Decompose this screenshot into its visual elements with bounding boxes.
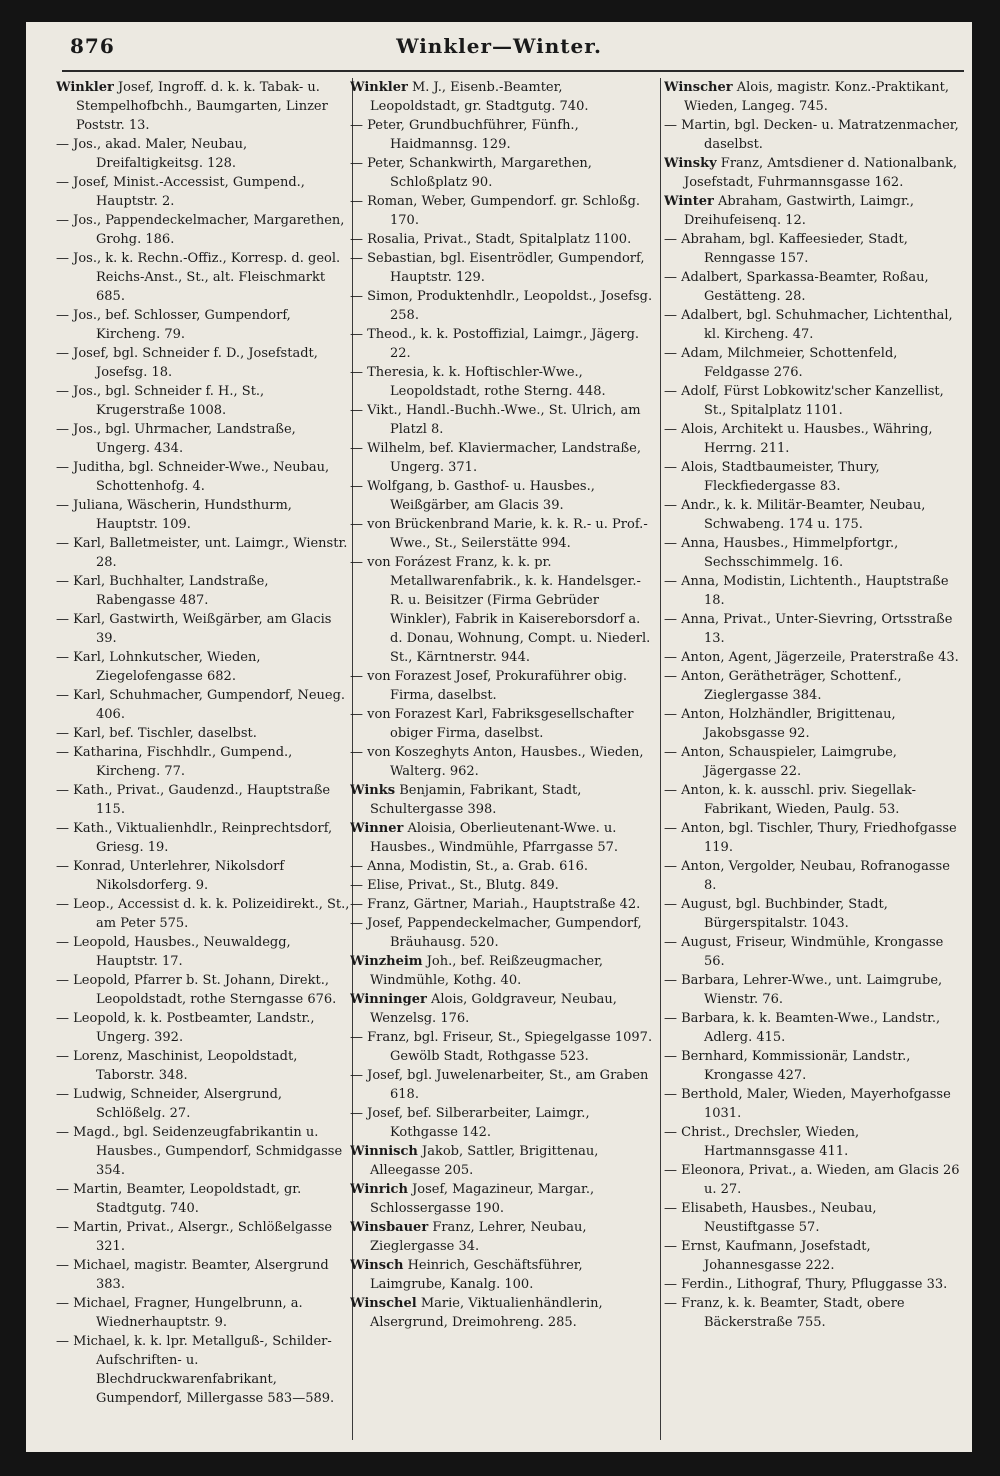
directory-entry [56,382,350,420]
entry-text: Marie, Viktualienhändlerin, Alsergrund, Dreimohreng. 285. [370,1296,603,1330]
directory-entry [664,895,964,933]
directory-entry [664,458,964,496]
entry-text: — Anna, Privat., Unter-Sievring, Ortsstraße 13. [664,612,953,646]
entry-text: — Alois, Architekt u. Hausbes., Währing, Herrng. 211. [664,422,933,456]
entry-text: — Jos., bgl. Schneider f. H., St., Krugerstraße 1008. [56,384,265,418]
entry-text: — Rosalia, Privat., Stadt, Spitalplatz 1100. [350,232,632,247]
directory-entry [664,420,964,458]
directory-entry [56,572,350,610]
entry-surname: Winks [350,783,396,798]
entry-text: — Wolfgang, b. Gasthof- u. Hausbes., Weißgärber, am Glacis 39. [350,479,595,513]
directory-entry [350,287,654,325]
directory-entry [350,325,654,363]
entry-text: — Anton, Schauspieler, Laimgrube, Jägergasse 22. [664,745,897,779]
entry-text: Alois, Goldgraveur, Neubau, Wenzelsg. 176. [370,992,617,1026]
entry-text: — Karl, Schuhmacher, Gumpendorf, Neueg. 406. [56,688,346,722]
column-3 [664,78,964,1440]
directory-entry [56,249,350,306]
directory-entry [56,743,350,781]
directory-entry [56,496,350,534]
entry-text: Benjamin, Fabrikant, Stadt, Schultergasse 398. [370,783,582,817]
entry-text: — Lorenz, Maschinist, Leopoldstadt, Taborstr. 348. [56,1049,298,1083]
directory-entry [664,306,964,344]
directory-entry [56,1009,350,1047]
directory-entry [350,857,654,876]
directory-entry [56,933,350,971]
entry-text: — von Brückenbrand Marie, k. k. R.- u. Prof.-Wwe., St., Seilerstätte 994. [350,517,648,551]
entry-text: — Martin, Privat., Alsergr., Schlößelgasse 321. [56,1220,333,1254]
entry-text: — Anton, Vergolder, Neubau, Rofranogasse 8. [664,859,950,893]
entry-surname: Winninger [350,992,427,1007]
directory-entry [350,401,654,439]
entry-surname: Winner [350,821,404,836]
directory-entry [56,1218,350,1256]
entry-text: — Ludwig, Schneider, Alsergrund, Schlößelg. 27. [56,1087,283,1121]
entry-text: Heinrich, Geschäftsführer, Laimgrube, Kanalg. 100. [370,1258,583,1292]
entry-text: — Michael, magistr. Beamter, Alsergrund 383. [56,1258,329,1292]
directory-entry [664,154,964,192]
directory-entry [56,971,350,1009]
directory-entry [350,477,654,515]
directory-entry [56,819,350,857]
directory-entry [664,1199,964,1237]
entry-text: — Bernhard, Kommissionär, Landstr., Krongasse 427. [664,1049,911,1083]
directory-entry [350,154,654,192]
entry-text: Josef, Magazineur, Margar., Schlossergasse 190. [370,1182,595,1216]
directory-entry [350,1142,654,1180]
directory-entry [664,496,964,534]
column-divider [660,78,661,1440]
entry-text: — Josef, bgl. Schneider f. D., Josefstadt, Josefsg. 18. [56,346,318,380]
entry-text: — Karl, Buchhalter, Landstraße, Rabengasse 487. [56,574,269,608]
directory-entry [350,249,654,287]
running-head: Winkler—Winter. [396,34,602,58]
entry-text: — Juliana, Wäscherin, Hundsthurm, Hauptstr. 109. [56,498,292,532]
entry-surname: Winschel [350,1296,417,1311]
directory-entry [56,1180,350,1218]
entry-text: — Adalbert, Sparkassa-Beamter, Roßau, Gestätteng. 28. [664,270,929,304]
directory-entry [664,572,964,610]
directory-entry [664,971,964,1009]
entry-text: — Josef, Minist.-Accessist, Gumpend., Hauptstr. 2. [56,175,305,209]
directory-entry [664,78,964,116]
directory-entry [56,1047,350,1085]
directory-entry [664,1161,964,1199]
entry-text: Franz, Lehrer, Neubau, Zieglergasse 34. [370,1220,587,1254]
entry-text: — August, bgl. Buchbinder, Stadt, Bürgerspitalstr. 1043. [664,897,888,931]
directory-entry [350,1028,654,1066]
entry-text: — Anna, Modistin, St., a. Grab. 616. [350,859,589,874]
entry-text: — Anna, Hausbes., Himmelpfortgr., Sechsschimmelg. 16. [664,536,899,570]
entry-surname: Winsky [664,156,717,171]
directory-entry [350,876,654,895]
directory-entry [56,420,350,458]
directory-entry [350,990,654,1028]
directory-entry [664,781,964,819]
entry-text: — Josef, Pappendeckelmacher, Gumpendorf, Bräuhausg. 520. [350,916,642,950]
directory-entry [56,78,350,135]
entry-text: — Adolf, Fürst Lobkowitz'scher Kanzellist, St., Spitalplatz 1101. [664,384,944,418]
entry-text: — Anton, k. k. ausschl. priv. Siegellak-Fabrikant, Wieden, Paulg. 53. [664,783,917,817]
entry-text: — von Koszeghyts Anton, Hausbes., Wieden, Walterg. 962. [350,745,644,779]
entry-text: — Christ., Drechsler, Wieden, Hartmannsgasse 411. [664,1125,860,1159]
entry-text: Aloisia, Oberlieutenant-Wwe. u. Hausbes., Windmühle, Pfarrgasse 57. [370,821,619,855]
directory-entry [664,1237,964,1275]
entry-text: — Michael, k. k. lpr. Metallguß-, Schilder-Aufschriften- u. Blechdruckwarenfabrikant, Gumpendorf, Millergasse 583—589. [56,1334,335,1406]
entry-text: — Adalbert, bgl. Schuhmacher, Lichtenthal, kl. Kircheng. 47. [664,308,953,342]
directory-entry [350,705,654,743]
directory-entry [664,382,964,420]
directory-entry [350,1104,654,1142]
entry-text: — Andr., k. k. Militär-Beamter, Neubau, Schwabeng. 174 u. 175. [664,498,926,532]
entry-text: — Jos., bgl. Uhrmacher, Landstraße, Ungerg. 434. [56,422,296,456]
directory-entry [350,914,654,952]
directory-entry [56,610,350,648]
entry-text: — Anton, bgl. Tischler, Thury, Friedhofgasse 119. [664,821,957,855]
directory-entry [664,610,964,648]
directory-entry [350,667,654,705]
directory-entry [350,515,654,553]
entry-text: — von Forazest Karl, Fabriksgesellschafter obiger Firma, daselbst. [350,707,634,741]
entry-text: — Ernst, Kaufmann, Josefstadt, Johannesgasse 222. [664,1239,871,1273]
directory-entry [664,648,964,667]
directory-entry [350,439,654,477]
directory-entry [56,1085,350,1123]
directory-entry [350,192,654,230]
directory-entry [350,781,654,819]
entry-text: — Karl, Balletmeister, unt. Laimgr., Wienstr. 28. [56,536,348,570]
entry-text: — Michael, Fragner, Hungelbrunn, a. Wiednerhauptstr. 9. [56,1296,303,1330]
directory-entry [350,1294,654,1332]
entry-text: Josef, Ingroff. d. k. k. Tabak- u. Stempelhofbchh., Baumgarten, Linzer Poststr. 13. [76,80,328,133]
directory-entry [350,819,654,857]
entry-text: — Anton, Holzhändler, Brigittenau, Jakobsgasse 92. [664,707,896,741]
page-number: 876 [70,34,115,58]
directory-page [26,22,972,1452]
entry-text: — Josef, bef. Silberarbeiter, Laimgr., Kothgasse 142. [350,1106,590,1140]
entry-text: — Barbara, Lehrer-Wwe., unt. Laimgrube, Wienstr. 76. [664,973,943,1007]
entry-text: — Franz, k. k. Beamter, Stadt, obere Bäckerstraße 755. [664,1296,905,1330]
directory-entry [350,895,654,914]
entry-text: — von Forazest Josef, Prokuraführer obig. Firma, daselbst. [350,669,628,703]
entry-text: — Karl, Gastwirth, Weißgärber, am Glacis 39. [56,612,332,646]
directory-entry [56,458,350,496]
entry-text: — Martin, bgl. Decken- u. Matratzenmacher, daselbst. [664,118,959,152]
entry-surname: Winsbauer [350,1220,429,1235]
entry-text: — Peter, Grundbuchführer, Fünfh., Haidmannsg. 129. [350,118,579,152]
entry-text: — Elisabeth, Hausbes., Neubau, Neustiftgasse 57. [664,1201,877,1235]
entry-surname: Winsch [350,1258,404,1273]
directory-entry [664,857,964,895]
entry-text: — Ferdin., Lithograf, Thury, Pfluggasse 33. [664,1277,948,1292]
directory-entry [664,1047,964,1085]
entry-text: — Berthold, Maler, Wieden, Mayerhofgasse 1031. [664,1087,951,1121]
entry-text: Joh., bef. Reißzeugmacher, Windmühle, Kothg. 40. [370,954,604,988]
directory-entry [350,743,654,781]
directory-entry [350,1066,654,1104]
entry-text: — Anna, Modistin, Lichtenth., Hauptstraße 18. [664,574,949,608]
directory-entry [350,363,654,401]
entry-surname: Winrich [350,1182,408,1197]
directory-entry [350,1218,654,1256]
column-2 [350,78,654,1440]
entry-text: — Barbara, k. k. Beamten-Wwe., Landstr., Adlerg. 415. [664,1011,941,1045]
entry-text: — Leopold, Pfarrer b. St. Johann, Direkt., Leopoldstadt, rothe Sterngasse 676. [56,973,337,1007]
entry-text: — Anton, Gerätheträger, Schottenf., Zieglergasse 384. [664,669,902,703]
entry-text: — Martin, Beamter, Leopoldstadt, gr. Stadtgutg. 740. [56,1182,302,1216]
entry-text: — Jos., bef. Schlosser, Gumpendorf, Kircheng. 79. [56,308,291,342]
directory-entry [56,648,350,686]
directory-entry [56,534,350,572]
entry-text: — Vikt., Handl.-Buchh.-Wwe., St. Ulrich, am Platzl 8. [350,403,641,437]
entry-surname: Winzheim [350,954,423,969]
entry-text: Alois, magistr. Konz.-Praktikant, Wieden, Langeg. 745. [684,80,949,114]
entry-text: — Sebastian, bgl. Eisentrödler, Gumpendorf, Hauptstr. 129. [350,251,645,285]
entry-text: — Theresia, k. k. Hoftischler-Wwe., Leopoldstadt, rothe Sterng. 448. [350,365,606,399]
directory-entry [664,534,964,572]
directory-entry [56,895,350,933]
entry-surname: Winnisch [350,1144,418,1159]
entry-text: — Jos., akad. Maler, Neubau, Dreifaltigkeitsg. 128. [56,137,248,171]
directory-entry [350,116,654,154]
directory-entry [664,933,964,971]
column-1 [56,78,350,1440]
entry-surname: Winkler [350,80,408,95]
entry-text: — Kath., Viktualienhdlr., Reinprechtsdorf, Griesg. 19. [56,821,333,855]
directory-entry [56,135,350,173]
entry-text: — Konrad, Unterlehrer, Nikolsdorf Nikolsdorferg. 9. [56,859,285,893]
directory-entry [664,667,964,705]
directory-entry [56,306,350,344]
directory-entry [664,819,964,857]
entry-text: — Alois, Stadtbaumeister, Thury, Fleckfiedergasse 83. [664,460,880,494]
entry-text: — Juditha, bgl. Schneider-Wwe., Neubau, Schottenhofg. 4. [56,460,330,494]
entry-text: — August, Friseur, Windmühle, Krongasse 56. [664,935,944,969]
directory-entry [664,1294,964,1332]
entry-text: — Theod., k. k. Postoffizial, Laimgr., Jägerg. 22. [350,327,640,361]
entry-text: Franz, Amtsdiener d. Nationalbank, Josefstadt, Fuhrmannsgasse 162. [684,156,958,190]
entry-text: — Adam, Milchmeier, Schottenfeld, Feldgasse 276. [664,346,898,380]
directory-entry [664,1275,964,1294]
entry-text: — Karl, bef. Tischler, daselbst. [56,726,257,741]
page-header [26,22,972,68]
entry-text: — Eleonora, Privat., a. Wieden, am Glacis 26 u. 27. [664,1163,960,1197]
directory-entry [56,211,350,249]
entry-text: — Leopold, k. k. Postbeamter, Landstr., Ungerg. 392. [56,1011,315,1045]
directory-entry [664,743,964,781]
directory-entry [664,230,964,268]
directory-entry [664,192,964,230]
directory-entry [664,116,964,154]
entry-text: — Magd., bgl. Seidenzeugfabrikantin u. Hausbes., Gumpendorf, Schmidgasse 354. [56,1125,343,1178]
entry-text: — von Forázest Franz, k. k. pr. Metallwarenfabrik., k. k. Handelsger.-R. u. Beisitzer (Firma Gebrüder Winkler), Fabrik in Kaisereborsdorf a. d. Donau, Wohnung, Compt. u. Niederl. St., Kärntnerstr. 944. [350,555,651,665]
entry-text: Abraham, Gastwirth, Laimgr., Dreihufeisenq. 12. [684,194,915,228]
entry-text: — Anton, Agent, Jägerzeile, Praterstraße 43. [664,650,959,665]
entry-text: — Simon, Produktenhdlr., Leopoldst., Josefsg. 258. [350,289,653,323]
directory-entry [350,1256,654,1294]
directory-entry [350,78,654,116]
directory-entry [56,1332,350,1408]
entry-text: — Peter, Schankwirth, Margarethen, Schloßplatz 90. [350,156,592,190]
entry-text: — Roman, Weber, Gumpendorf. gr. Schloßg. 170. [350,194,641,228]
entry-text: — Leop., Accessist d. k. k. Polizeidirekt., St., am Peter 575. [56,897,350,931]
directory-entry [56,1294,350,1332]
entry-text: — Abraham, bgl. Kaffeesieder, Stadt, Renngasse 157. [664,232,908,266]
directory-entry [56,781,350,819]
directory-entry [56,857,350,895]
entry-text: M. J., Eisenb.-Beamter, Leopoldstadt, gr. Stadtgutg. 740. [370,80,589,114]
entry-text: — Franz, Gärtner, Mariah., Hauptstraße 42. [350,897,641,912]
directory-entry [664,344,964,382]
entry-text: — Jos., k. k. Rechn.-Offiz., Korresp. d. geol. Reichs-Anst., St., alt. Fleischmarkt 685. [56,251,341,304]
directory-entry [56,344,350,382]
entry-text: — Karl, Lohnkutscher, Wieden, Ziegelofengasse 682. [56,650,261,684]
directory-entry [664,705,964,743]
directory-entry [56,1123,350,1180]
entry-text: — Josef, bgl. Juwelenarbeiter, St., am Graben 618. [350,1068,649,1102]
directory-entry [56,686,350,724]
directory-entry [350,553,654,667]
entry-text: — Franz, bgl. Friseur, St., Spiegelgasse 1097. Gewölb Stadt, Rothgasse 523. [350,1030,653,1064]
header-rule [62,70,964,72]
directory-entry [56,1256,350,1294]
directory-entry [350,230,654,249]
entry-surname: Winkler [56,80,114,95]
entry-text: — Jos., Pappendeckelmacher, Margarethen, Grohg. 186. [56,213,345,247]
entry-text: — Wilhelm, bef. Klaviermacher, Landstraße, Ungerg. 371. [350,441,641,475]
directory-entry [56,173,350,211]
entry-text: — Kath., Privat., Gaudenzd., Hauptstraße 115. [56,783,331,817]
entry-text: — Katharina, Fischhdlr., Gumpend., Kircheng. 77. [56,745,293,779]
directory-entry [664,1123,964,1161]
directory-entry [350,952,654,990]
directory-entry [664,1085,964,1123]
entry-text: — Leopold, Hausbes., Neuwaldegg, Hauptstr. 17. [56,935,291,969]
entry-text: Jakob, Sattler, Brigittenau, Alleegasse 205. [370,1144,599,1178]
entry-surname: Winscher [664,80,733,95]
directory-entry [350,1180,654,1218]
directory-entry [664,268,964,306]
entry-surname: Winter [664,194,714,209]
directory-entry [56,724,350,743]
directory-entry [664,1009,964,1047]
entry-text: — Elise, Privat., St., Blutg. 849. [350,878,559,893]
